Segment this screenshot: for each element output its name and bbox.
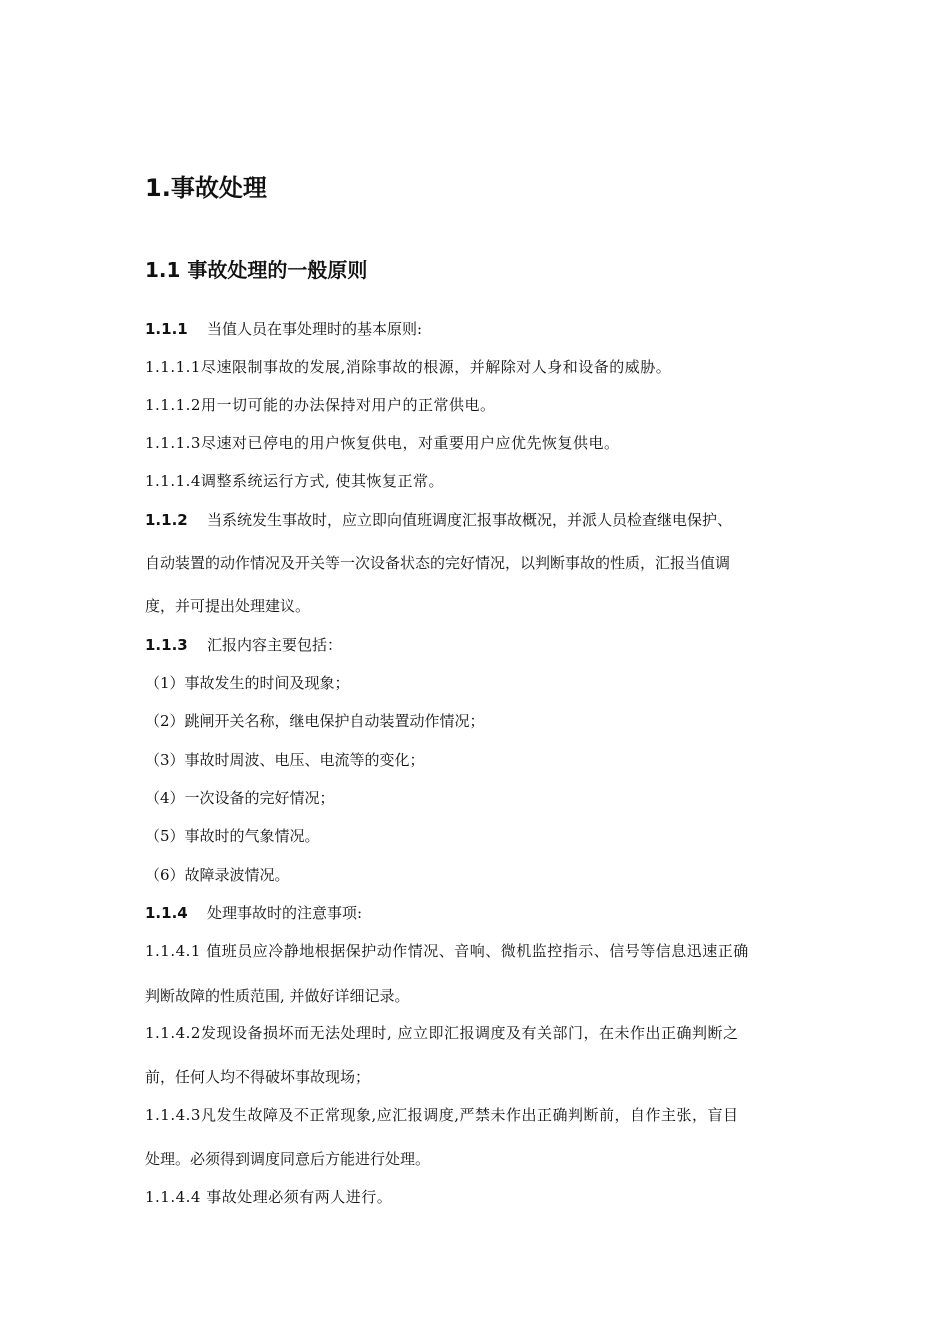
line-text: 当系统发生事故时，应立即向值班调度汇报事故概况，并派人员检查继电保护、 [207, 511, 733, 529]
paragraph-line [145, 634, 342, 656]
line-text: 处理。必须得到调度同意后方能进行处理。 [145, 1150, 431, 1168]
list-item [145, 787, 335, 809]
paragraph-line [145, 1104, 739, 1126]
list-item [145, 825, 320, 847]
paragraph-line [145, 318, 422, 340]
paragraph-line [145, 1186, 392, 1208]
section-number: 1.1.2 [145, 511, 188, 529]
paragraph-line [145, 595, 310, 617]
line-text: （5）事故时的气象情况。 [145, 827, 320, 845]
paragraph-line [145, 1148, 430, 1170]
paragraph-line [145, 552, 730, 574]
heading-1: 1.事故处理 [145, 174, 267, 202]
paragraph-line [145, 394, 495, 416]
line-text: 前，任何人均不得破坏事故现场； [145, 1068, 371, 1086]
paragraph-line [145, 509, 732, 531]
paragraph-line [145, 902, 362, 924]
line-text: 判断故障的性质范围, 并做好详细记录。 [145, 987, 410, 1005]
section-number: 1.1.3 [145, 636, 188, 654]
line-text: 1.1.4.4 事故处理必须有两人进行。 [145, 1188, 393, 1206]
line-text: 1.1.4.2发现设备损坏而无法处理时, 应立即汇报调度及有关部门，在未作出正确判断之 [145, 1024, 739, 1042]
line-text: 处理事故时的注意事项: [207, 904, 363, 922]
paragraph-line [145, 432, 619, 454]
line-text: 1.1.4.1 值班员应冷静地根据保护动作情况、音响、微机监控指示、信号等信息迅速正确 [145, 942, 749, 960]
line-text: （3）事故时周波、电压、电流等的变化； [145, 751, 425, 769]
line-text: 1.1.4.3凡发生故障及不正常现象,应汇报调度,严禁未作出正确判断前，自作主张，盲目 [145, 1106, 739, 1124]
line-text: 1.1.1.2用一切可能的办法保持对用户的正常供电。 [145, 396, 496, 414]
line-text: 汇报内容主要包括： [207, 636, 343, 654]
section-number: 1.1.1 [145, 320, 188, 338]
line-text: （2）跳闸开关名称，继电保护自动装置动作情况； [145, 712, 485, 730]
section-number: 1.1.4 [145, 904, 188, 922]
line-text: 1.1.1.3尽速对已停电的用户恢复供电，对重要用户应优先恢复供电。 [145, 434, 620, 452]
paragraph-line [145, 985, 410, 1007]
paragraph-line [145, 940, 749, 962]
line-text: （6）故障录波情况。 [145, 866, 290, 884]
line-text: （1）事故发生的时间及现象； [145, 674, 350, 692]
list-item [145, 864, 290, 886]
paragraph-line [145, 1022, 739, 1044]
list-item [145, 672, 350, 694]
line-text: 自动装置的动作情况及开关等一次设备状态的完好情况，以判断事故的性质，汇报当值调 [145, 554, 731, 572]
paragraph-line [145, 1066, 370, 1088]
heading-2: 1.1 事故处理的一般原则 [145, 258, 368, 282]
line-text: 当值人员在事处理时的基本原则: [207, 320, 423, 338]
list-item [145, 749, 425, 771]
line-text: 1.1.1.4调整系统运行方式, 使其恢复正常。 [145, 472, 445, 490]
line-text: 度，并可提出处理建议。 [145, 597, 311, 615]
line-text: 1.1.1.1尽速限制事故的发展,消除事故的根源，并解除对人身和设备的威胁。 [145, 358, 672, 376]
list-item [145, 710, 485, 732]
line-text: （4）一次设备的完好情况； [145, 789, 335, 807]
paragraph-line [145, 470, 444, 492]
paragraph-line [145, 356, 671, 378]
